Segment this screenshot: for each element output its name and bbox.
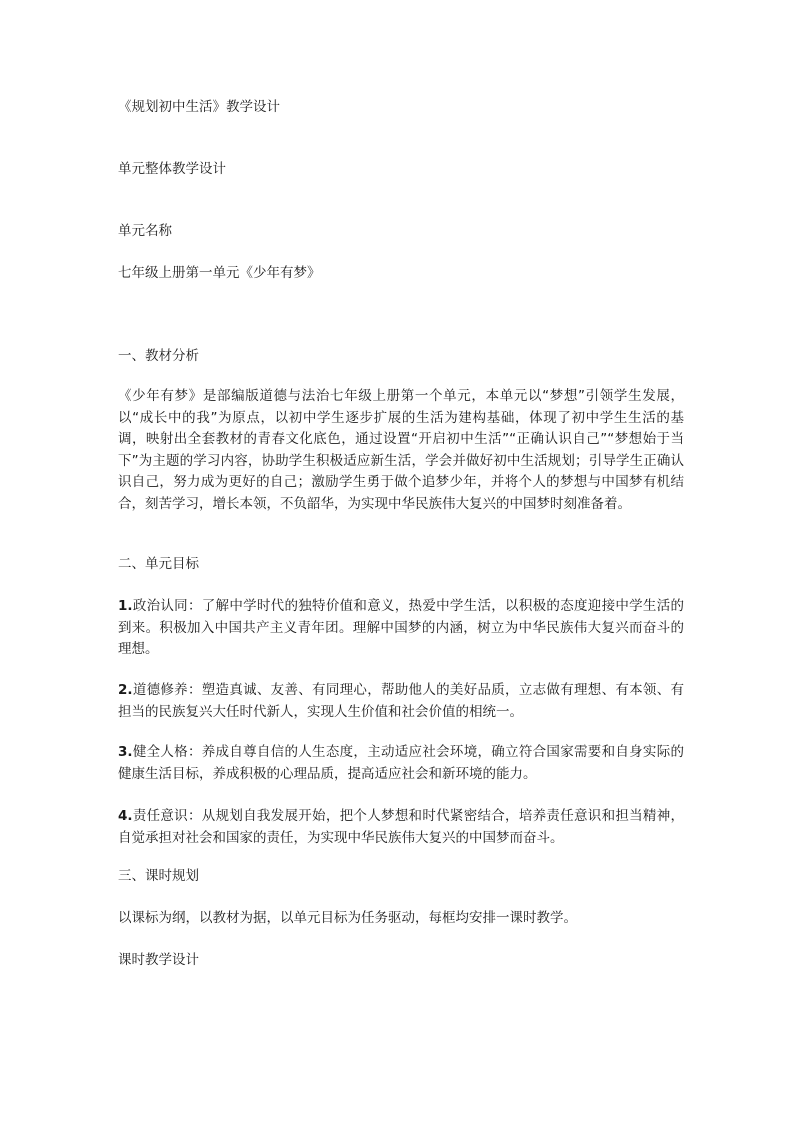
goal-number: 3.: [118, 744, 133, 760]
goal-number: 2.: [118, 682, 133, 698]
goal-item: [118, 806, 684, 849]
section-heading-textbook-analysis: 一、教材分析: [118, 348, 199, 364]
goal-text: 政治认同：了解中学时代的独特价值和意义，热爱中学生活，以积极的态度迎接中学生活的到来。积极加入中国共产主义青年团。理解中国梦的内涵，树立为中华民族伟大复兴而奋斗的理想。: [118, 598, 684, 658]
goal-number: 4.: [118, 808, 133, 824]
goal-item: [118, 680, 684, 723]
goal-item: [118, 742, 684, 785]
section-heading-unit-goals: 二、单元目标: [118, 556, 199, 572]
document-subtitle: 单元整体教学设计: [118, 161, 226, 177]
lesson-planning-paragraph: 以课标为纲，以教材为据，以单元目标为任务驱动，每框均安排一课时教学。: [118, 910, 577, 926]
goal-item: [118, 596, 684, 661]
goal-number: 1.: [118, 598, 133, 614]
goal-text: 道德修养：塑造真诚、友善、有同理心，帮助他人的美好品质，立志做有理想、有本领、有担当的民族复兴大任时代新人，实现人生价值和社会价值的相统一。: [118, 682, 684, 720]
goal-text: 健全人格：养成自尊自信的人生态度，主动适应社会环境，确立符合国家需要和自身实际的健康生活目标，养成积极的心理品质，提高适应社会和新环境的能力。: [118, 744, 684, 782]
section-heading-lesson-planning: 三、课时规划: [118, 868, 199, 884]
document-title: 《规划初中生活》教学设计: [118, 99, 280, 115]
goal-text: 责任意识：从规划自我发展开始，把个人梦想和时代紧密结合，培养责任意识和担当精神，自觉承担对社会和国家的责任，为实现中华民族伟大复兴的中国梦而奋斗。: [118, 808, 684, 846]
unit-name-label: 单元名称: [118, 223, 172, 239]
lesson-design-label: 课时教学设计: [118, 952, 199, 968]
unit-name-value: 七年级上册第一单元《少年有梦》: [118, 265, 321, 281]
textbook-analysis-paragraph: 《少年有梦》是部编版道德与法治七年级上册第一个单元，本单元以“梦想”引领学生发展，以“成长中的我”为原点，以初中学生逐步扩展的生活为建构基础，体现了初中学生生活的基调，映射出全套教材的青春文化底色，通过设置“开启初中生活”“正确认识自己”“梦想始于当下”为主题的学习内容，协助学生积极适应新生活，学会并做好初中生活规划；引导学生正确认识自己，努力成为更好的自己；激励学生勇于做个追梦少年，并将个人的梦想与中国梦有机结合，刻苦学习，增长本领，不负韶华，为实现中华民族伟大复兴的中国梦时刻准备着。: [118, 388, 684, 512]
